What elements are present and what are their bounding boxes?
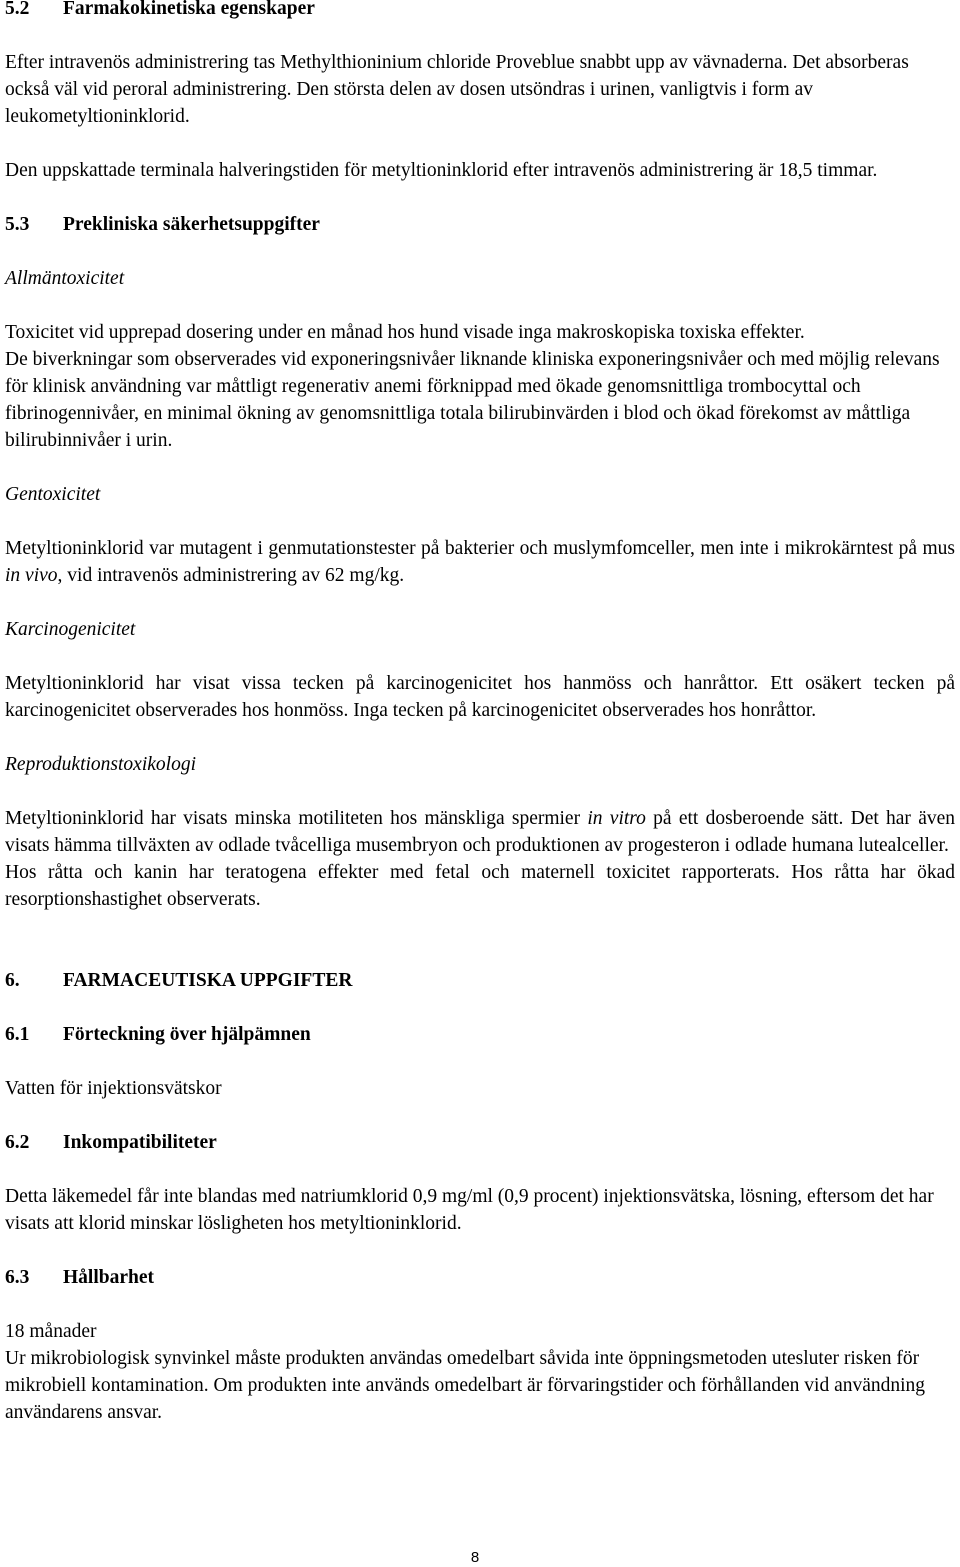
section-number: 6. xyxy=(5,970,20,991)
section-heading-6-2 xyxy=(5,1129,955,1156)
section-number: 5.3 xyxy=(5,214,30,235)
section-number: 6.2 xyxy=(5,1132,30,1153)
section-heading-6-1 xyxy=(5,1021,955,1048)
paragraph-incompatibilities: Detta läkemedel får inte blandas med natriumklorid 0,9 mg/ml (0,9 procent) injektionsvätska, lösning, eftersom det har visats att klorid minskar lösligheten hos metyltioninklorid. xyxy=(5,1186,934,1234)
subheading-reproduktionstoxikologi: Reproduktionstoxikologi xyxy=(5,754,196,775)
paragraph-excipients: Vatten för injektionsvätskor xyxy=(5,1078,222,1099)
document-page xyxy=(5,0,955,1426)
italic-term: in vitro xyxy=(587,808,646,829)
section-title: Prekliniska säkerhetsuppgifter xyxy=(63,214,320,235)
section-heading-5-2 xyxy=(5,0,955,22)
text-run: på ett dosberoende sätt. Det har även visats hämma tillväxten av odlade tvåcelliga musembryon och produktionen av progesteron i odlade humana lutealceller. xyxy=(5,808,955,856)
paragraph-genotoxicity xyxy=(5,535,955,589)
subheading-karcinogenicitet: Karcinogenicitet xyxy=(5,619,136,640)
section-number: 6.3 xyxy=(5,1267,30,1288)
section-title: Förteckning över hjälpämnen xyxy=(63,1024,311,1045)
paragraph-reproduction-2: Hos råtta och kanin har teratogena effekter med fetal och maternell toxicitet rapporterats. Hos råtta har ökad resorptionshastighet observerats. xyxy=(5,862,955,910)
paragraph-general-toxicity-2: De biverkningar som observerades vid exponeringsnivåer liknande kliniska exponeringsnivåer och med möjlig relevans för klinisk användning var måttligt regenerativ anemi förknippad med ökade genomsnittliga trombocyttal och fibrinogennivåer, en minimal ökning av genomsnittliga totala bilirubinvärden i blod och ökad förekomst av måttliga bilirubinnivåer i urin. xyxy=(5,349,940,451)
section-number: 6.1 xyxy=(5,1024,30,1045)
paragraph-microbiology: Ur mikrobiologisk synvinkel måste produkten användas omedelbart såvida inte öppningsmetoden utesluter risken för mikrobiell kontamination. Om produkten inte används omedelbart är förvaringstider och förhållanden vid användning användarens ansvar. xyxy=(5,1348,926,1423)
paragraph-absorption: Efter intravenös administrering tas Methylthioninium chloride Proveblue snabbt upp av vävnaderna. Det absorberas också väl vid peroral administrering. Den största delen av dosen utsöndras i urinen, vanligtvis i form av leukometyltioninklorid. xyxy=(5,52,909,127)
paragraph-half-life: Den uppskattade terminala halveringstiden för metyltioninklorid efter intravenös administrering är 18,5 timmar. xyxy=(5,160,878,181)
text-run: Metyltioninklorid var mutagent i genmutationstester på bakterier och muslymfomceller, men inte i mikrokärntest på mus xyxy=(5,538,955,559)
subheading-allmantoxicitet: Allmäntoxicitet xyxy=(5,268,125,289)
section-heading-6 xyxy=(5,967,955,994)
section-number: 5.2 xyxy=(5,0,30,19)
section-heading-5-3 xyxy=(5,211,955,238)
paragraph-general-toxicity-1: Toxicitet vid upprepad dosering under en månad hos hund visade inga makroskopiska toxiska effekter. xyxy=(5,322,805,343)
section-title: Hållbarhet xyxy=(63,1267,154,1288)
section-title: Inkompatibiliteter xyxy=(63,1132,217,1153)
section-title: Farmakokinetiska egenskaper xyxy=(63,0,315,19)
paragraph-shelf-life: 18 månader xyxy=(5,1321,97,1342)
paragraph-reproduction-1 xyxy=(5,805,955,859)
text-run: Metyltioninklorid har visats minska motiliteten hos mänskliga spermier xyxy=(5,808,588,829)
section-title: FARMACEUTISKA UPPGIFTER xyxy=(63,970,353,991)
section-heading-6-3 xyxy=(5,1264,955,1291)
italic-term: in vivo xyxy=(5,565,58,586)
page-number: 8 xyxy=(470,1549,480,1566)
paragraph-carcinogenicity: Metyltioninklorid har visat vissa tecken på karcinogenicitet hos hanmöss och hanråttor. Ett osäkert tecken på karcinogenicitet observerades hos honmöss. Inga tecken på karcinogenicitet observerades hos honråttor. xyxy=(5,673,955,721)
subheading-gentoxicitet: Gentoxicitet xyxy=(5,484,101,505)
text-run: , vid intravenös administrering av 62 mg/kg. xyxy=(57,565,405,586)
